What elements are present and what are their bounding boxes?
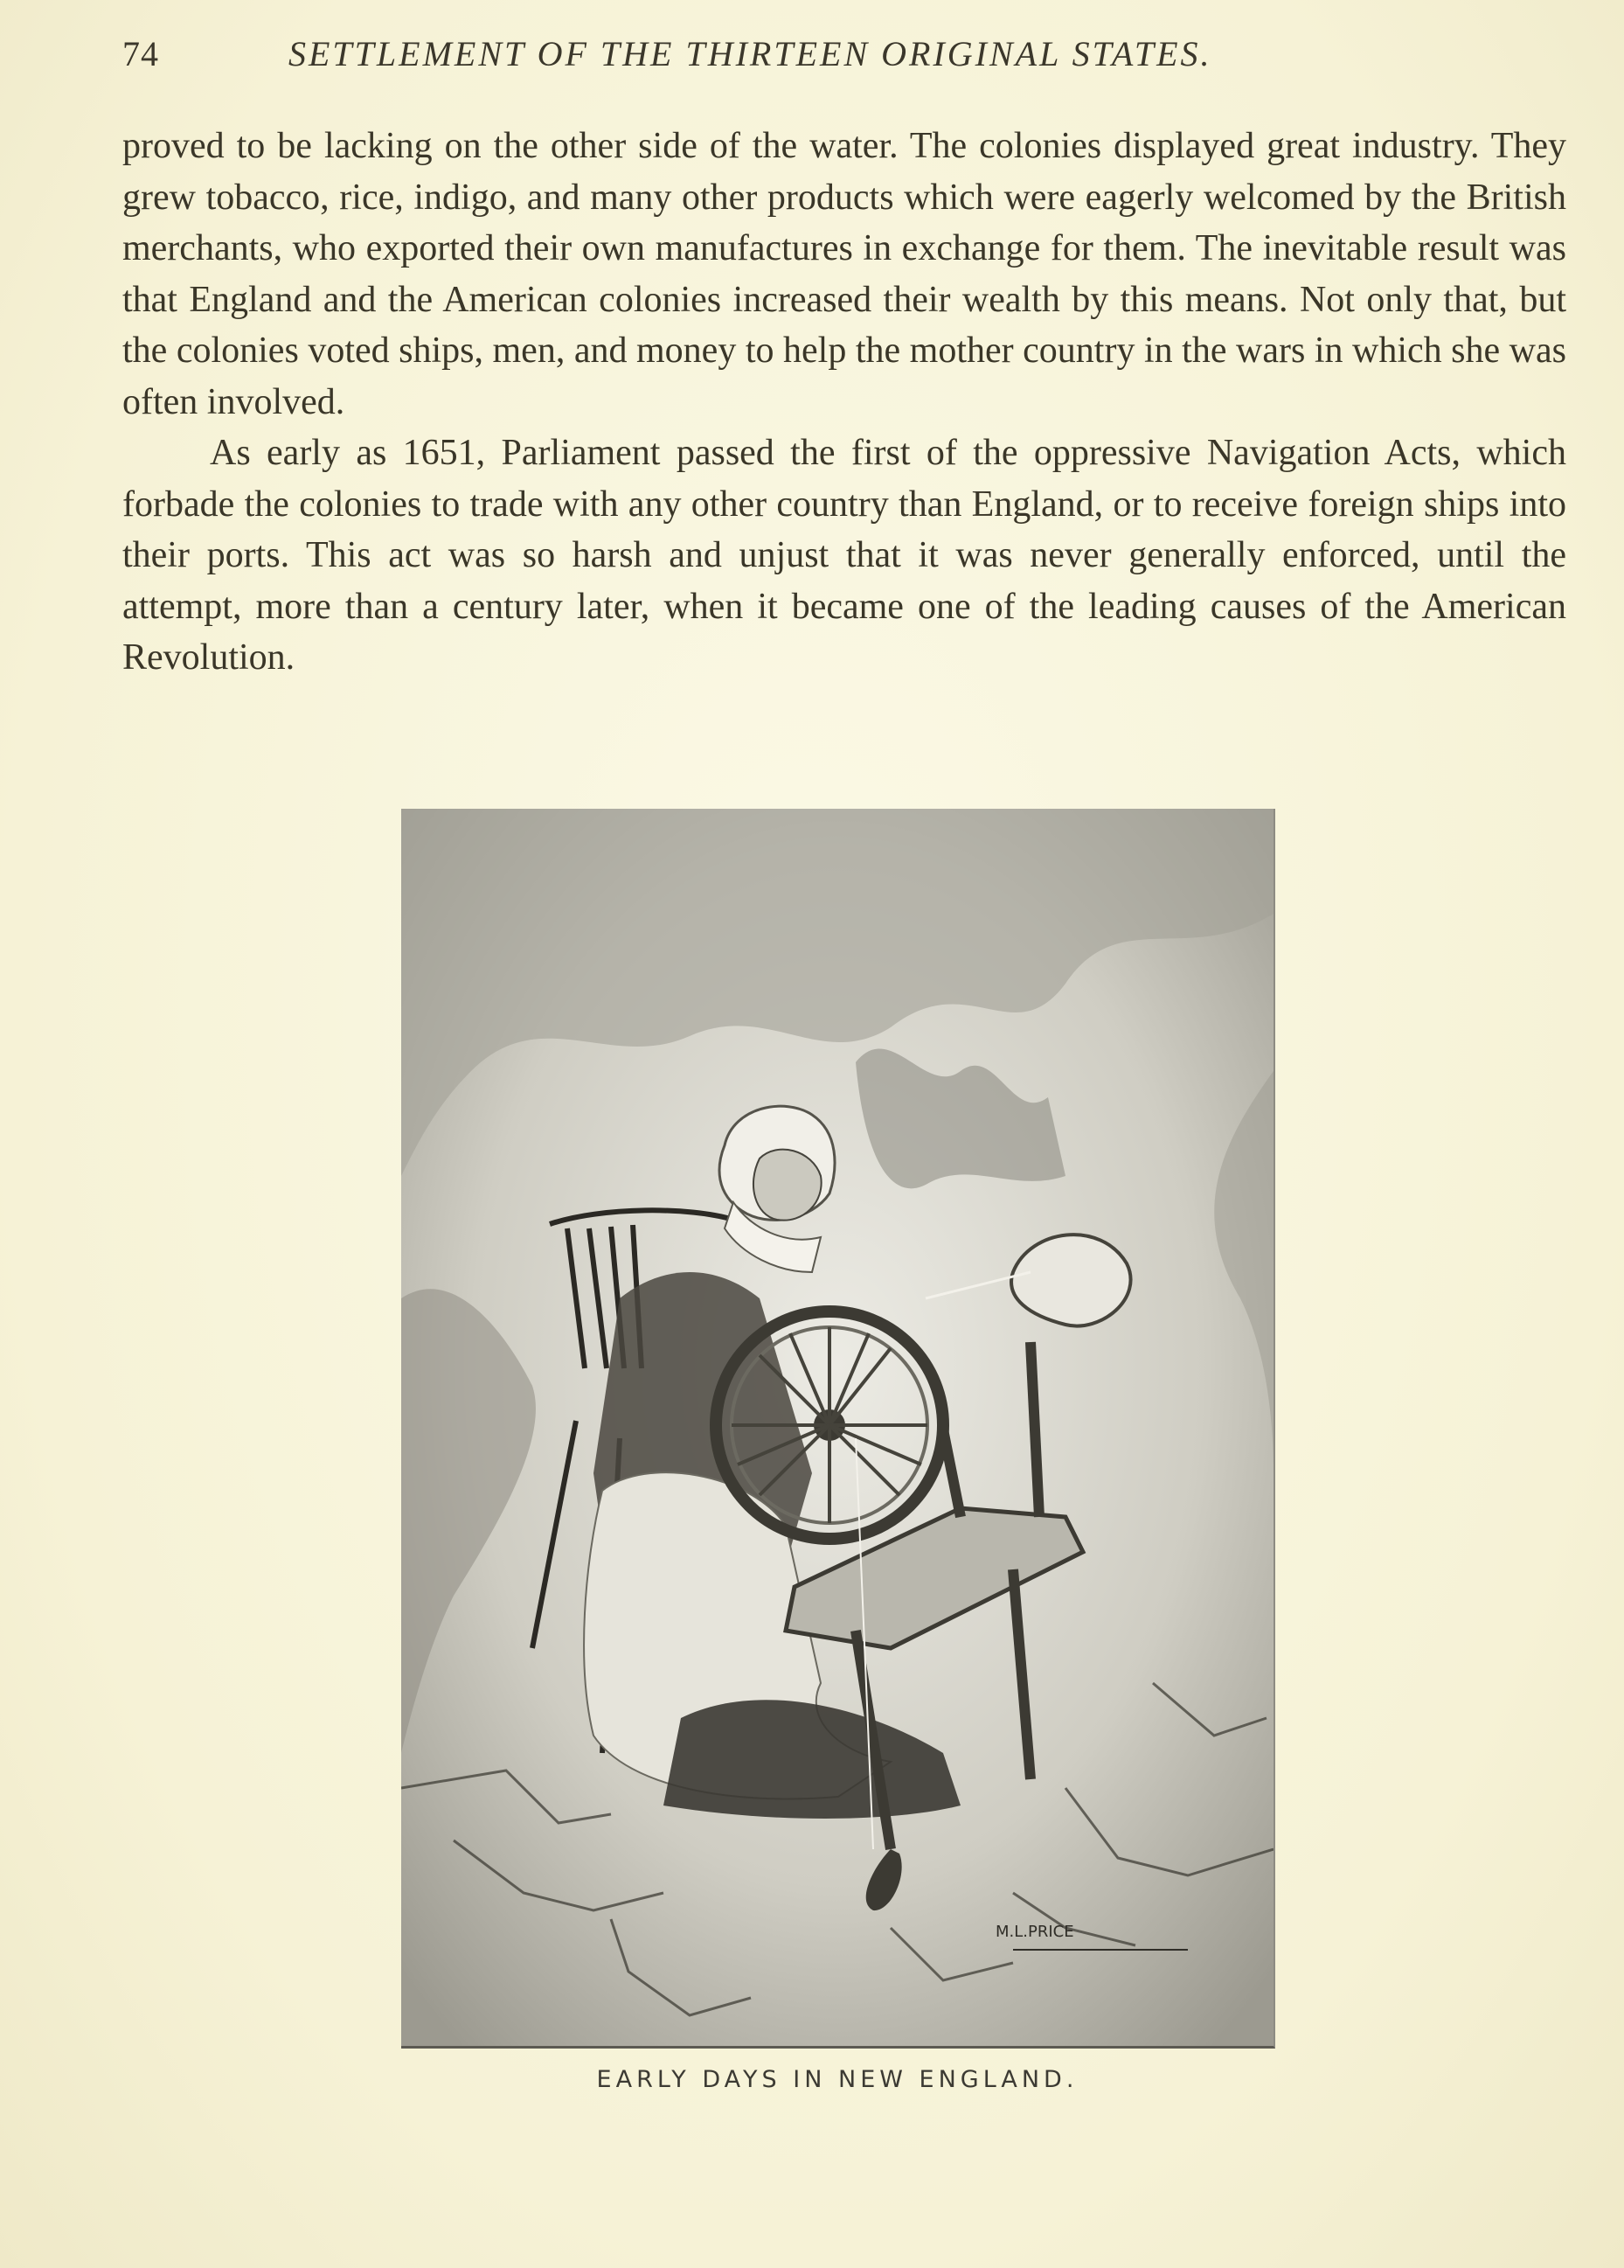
paragraph-1: proved to be lacking on the other side of the water. The colonies displayed great industry. They grew tobacco, rice, indigo, and many other products which were eagerly welcomed by the British merchants, who exported their own manufactures in exchange for them. The inevitable result was that England and the American colonies increased their wealth by this means. Not only that, but the colonies voted ships, men, and money to help the mother country in the wars in which she was often involved. — [122, 126, 1566, 422]
page-number: 74 — [122, 34, 159, 73]
paragraph-2: As early as 1651, Parliament passed the first of the oppressive Navigation Acts, which forbade the colonies to trade with any other country than England, or to receive foreign ships into their ports. This act was so harsh and unjust that it was never generally enforced, until the attempt, more than a century later, when it became one of the leading causes of the American Revolution. — [122, 433, 1566, 678]
artist-signature: M.L.PRICE — [996, 1923, 1074, 1941]
running-title: SETTLEMENT OF THE THIRTEEN ORIGINAL STATES. — [288, 34, 1212, 73]
running-head — [122, 33, 1416, 86]
spinning-wheel-illustration — [401, 809, 1275, 2049]
illustration-drawing — [401, 809, 1274, 2046]
illustration-caption: EARLY DAYS IN NEW ENGLAND. — [596, 2066, 1079, 2093]
body-text — [122, 121, 1566, 684]
